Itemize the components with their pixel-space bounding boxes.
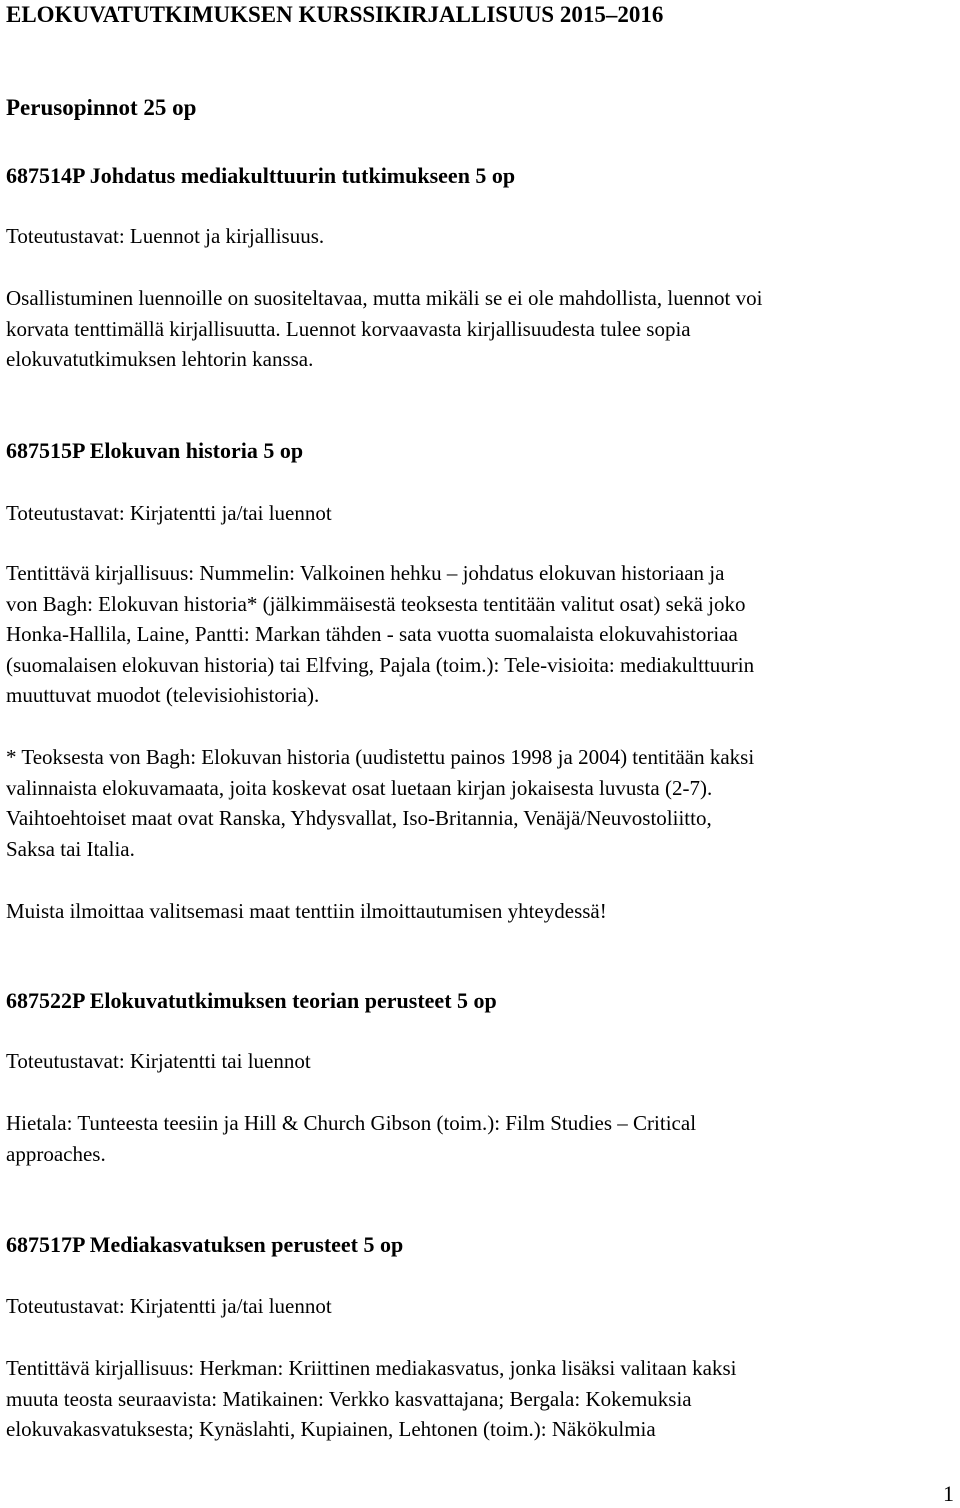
course-paragraph <box>6 558 960 711</box>
page-number: 1 <box>943 1481 954 1506</box>
text-line: * Teoksesta von Bagh: Elokuvan historia (uudistettu painos 1998 ja 2004) tentitään kaksi <box>6 745 755 769</box>
text-line: Osallistuminen luennoille on suositeltavaa, mutta mikäli se ei ole mahdollista, luennot voi <box>6 286 763 310</box>
text-line: von Bagh: Elokuvan historia* (jälkimmäisestä teoksesta tentitään valitut osat) sekä joko <box>6 591 746 616</box>
text-line: elokuvatutkimuksen lehtorin kanssa. <box>6 347 314 371</box>
text-line: Honka-Hallila, Laine, Pantti: Markan tähden - sata vuotta suomalaista elokuvahistoriaa <box>6 622 738 646</box>
course-heading-687515p: 687515P Elokuvan historia 5 op <box>6 438 304 463</box>
text-line: Saksa tai Italia. <box>6 836 135 861</box>
text-line: Muista ilmoittaa valitsemasi maat tenttiin ilmoittautumisen yhteydessä! <box>6 899 607 923</box>
document-title: ELOKUVATUTKIMUKSEN KURSSIKIRJALLISUUS 2015–2016 <box>6 2 664 27</box>
text-line: muuta teosta seuraavista: Matikainen: Verkko kasvattajana; Bergala: Kokemuksia <box>6 1386 692 1411</box>
text-line: Vaihtoehtoiset maat ovat Ranska, Yhdysvallat, Iso-Britannia, Venäjä/Neuvostoliitto, <box>6 806 712 830</box>
text-line: (suomalaisen elokuvan historia) tai Elfving, Pajala (toim.): Tele-visioita: mediakulttuurin <box>6 652 755 677</box>
text-line: Tentittävä kirjallisuus: Nummelin: Valkoinen hehku – johdatus elokuvan historiaan ja <box>6 561 725 585</box>
course-footnote <box>6 742 960 864</box>
text-line: Tentittävä kirjallisuus: Herkman: Kriittinen mediakasvatus, jonka lisäksi valitaan kaksi <box>6 1356 737 1380</box>
course-heading-687514p: 687514P Johdatus mediakulttuurin tutkimukseen 5 op <box>6 163 516 188</box>
text-line: muuttuvat muodot (televisiohistoria). <box>6 683 320 707</box>
text-line: Hietala: Tunteesta teesiin ja Hill & Church Gibson (toim.): Film Studies – Critical <box>6 1111 697 1135</box>
text-line: approaches. <box>6 1141 106 1166</box>
text-line: elokuvakasvatuksesta; Kynäslahti, Kupiainen, Lehtonen (toim.): Näkökulmia <box>6 1417 656 1441</box>
course-paragraph <box>6 1108 960 1169</box>
course-implementation: Toteutustavat: Kirjatentti ja/tai luennot <box>6 501 332 525</box>
text-line: valinnaista elokuvamaata, joita koskevat osat luetaan kirjan jokaisesta luvusta (2-7). <box>6 775 713 800</box>
course-implementation: Toteutustavat: Luennot ja kirjallisuus. <box>6 224 325 248</box>
course-implementation: Toteutustavat: Kirjatentti tai luennot <box>6 1049 311 1073</box>
course-paragraph <box>6 283 960 375</box>
text-line: korvata tenttimällä kirjallisuutta. Luennot korvaavasta kirjallisuudesta tulee sopia <box>6 316 691 341</box>
course-reminder <box>6 896 960 927</box>
course-heading-687517p: 687517P Mediakasvatuksen perusteet 5 op <box>6 1232 404 1257</box>
course-implementation: Toteutustavat: Kirjatentti ja/tai luennot <box>6 1294 332 1318</box>
section-title: Perusopinnot 25 op <box>6 95 197 120</box>
course-heading-687522p: 687522P Elokuvatutkimuksen teorian perusteet 5 op <box>6 988 497 1013</box>
course-paragraph <box>6 1353 960 1445</box>
